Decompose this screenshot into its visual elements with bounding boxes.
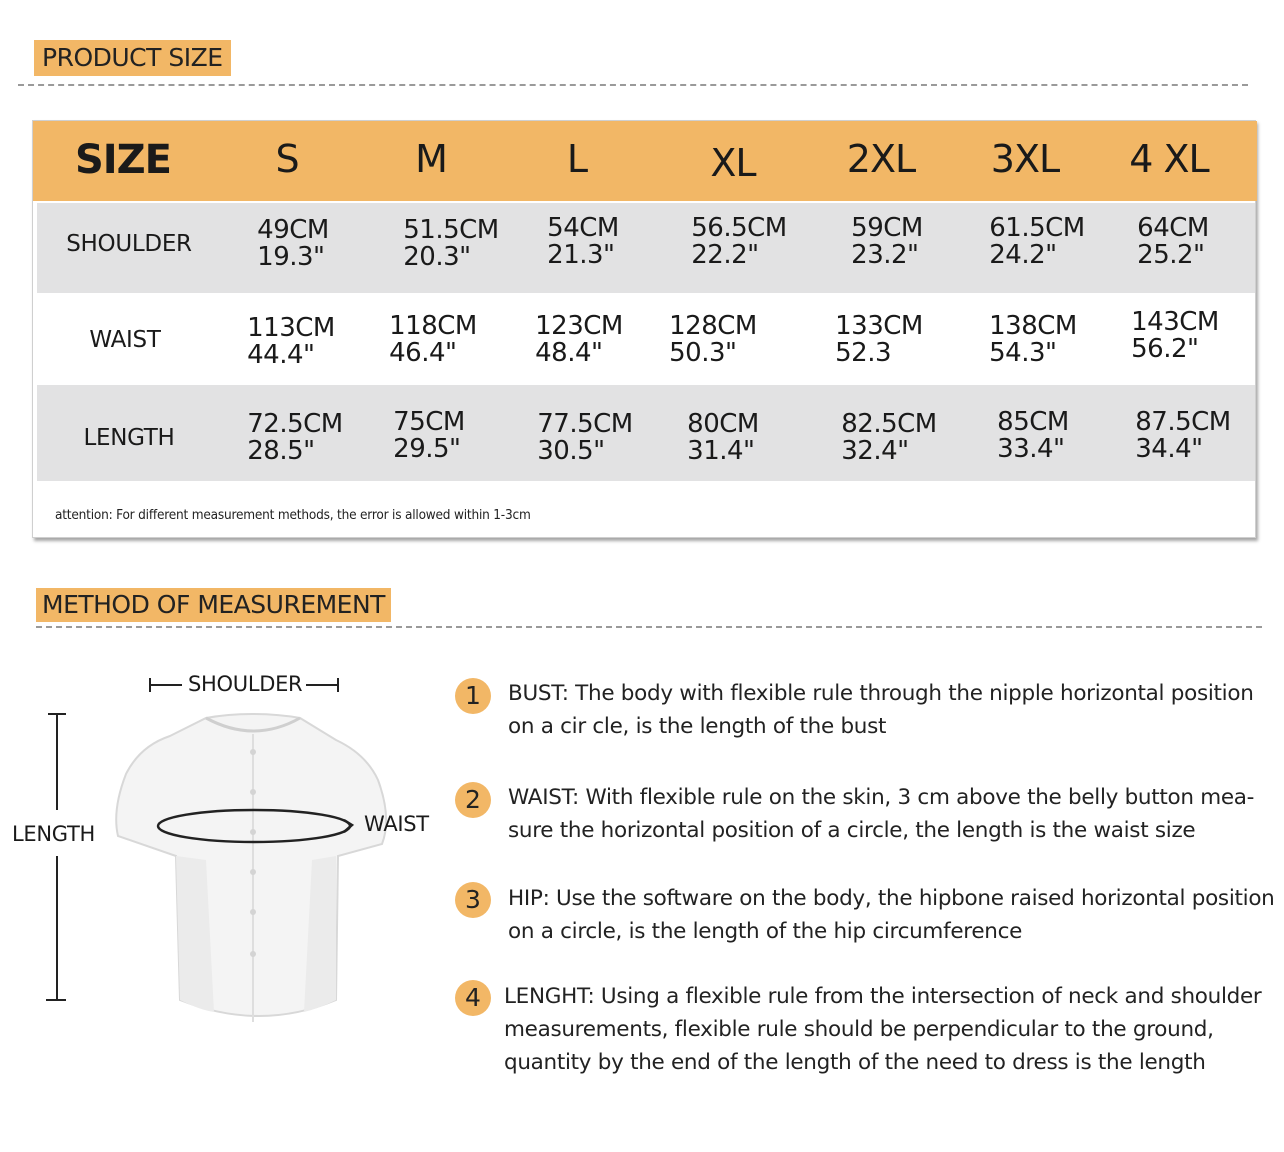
table-cell: 143CM 56.2" <box>1131 307 1219 364</box>
table-cell: 113CM 44.4" <box>247 313 335 370</box>
jersey-figure <box>0 660 440 1040</box>
header-size-3xl: 3XL <box>990 137 1060 181</box>
header-size-label: SIZE <box>74 137 172 183</box>
table-cell: 61.5CM 24.2" <box>989 213 1085 270</box>
figure-length-label: LENGTH <box>12 822 96 846</box>
step-1-text: BUST: The body with flexible rule through the nipple horizontal position on a cir cle, is the length of the bust <box>508 681 1254 739</box>
step-4-text: LENGHT: Using a flexible rule from the intersection of neck and shoulder measurements, flexible rule should be perpendicular to the ground, quantity by the end of the length of the need to dress is the length <box>504 984 1262 1075</box>
table-cell: 138CM 54.3" <box>989 311 1077 368</box>
header-size-s: S <box>275 137 299 181</box>
table-row-length <box>37 385 1255 481</box>
table-row-waist <box>37 293 1255 385</box>
table-cell: 56.5CM 22.2" <box>691 213 787 270</box>
header-size-l: L <box>566 137 588 181</box>
header-size-xl: XL <box>710 141 756 185</box>
table-cell: 85CM 33.4" <box>997 407 1069 464</box>
header-size-2xl: 2XL <box>846 137 916 181</box>
step-2-text: WAIST: With flexible rule on the skin, 3 cm above the belly button mea- sure the horizontal position of a circle, the length is the waist size <box>508 785 1255 843</box>
table-cell: 87.5CM 34.4" <box>1135 407 1231 464</box>
step-1-number: 1 <box>455 678 491 714</box>
table-cell: 64CM 25.2" <box>1137 213 1209 270</box>
method-title: METHOD OF MEASUREMENT <box>36 588 391 622</box>
step-2-number: 2 <box>455 782 491 818</box>
table-row-shoulder <box>37 203 1255 293</box>
size-table <box>32 120 1256 538</box>
table-cell: 59CM 23.2" <box>851 213 923 270</box>
table-cell: 123CM 48.4" <box>535 311 623 368</box>
table-cell: 51.5CM 20.3" <box>403 215 499 272</box>
step-3-text: HIP: Use the software on the body, the hipbone raised horizontal position on a circle, is the length of the hip circumference <box>508 886 1275 944</box>
table-cell: 82.5CM 32.4" <box>841 409 937 466</box>
size-table-header <box>33 121 1257 201</box>
attention-note: attention: For different measurement methods, the error is allowed within 1-3cm <box>55 507 531 523</box>
header-size-4xl: 4 XL <box>1129 137 1209 181</box>
figure-shoulder-label: SHOULDER <box>188 672 303 696</box>
table-cell: 49CM 19.3" <box>257 215 329 272</box>
row-label-length: LENGTH <box>83 425 175 451</box>
table-cell: 54CM 21.3" <box>547 213 619 270</box>
table-cell: 77.5CM 30.5" <box>537 409 633 466</box>
step-3-number: 3 <box>455 882 491 918</box>
table-cell: 80CM 31.4" <box>687 409 759 466</box>
table-cell: 72.5CM 28.5" <box>247 409 343 466</box>
header-size-m: M <box>415 137 447 181</box>
method-divider <box>36 626 1262 628</box>
table-cell: 128CM 50.3" <box>669 311 757 368</box>
table-cell: 75CM 29.5" <box>393 407 465 464</box>
table-cell: 133CM 52.3 <box>835 311 923 368</box>
product-size-title: PRODUCT SIZE <box>34 40 231 76</box>
product-size-divider <box>18 84 1248 86</box>
row-label-waist: WAIST <box>89 327 161 353</box>
jersey-illustration <box>0 660 440 1040</box>
table-cell: 118CM 46.4" <box>389 311 477 368</box>
step-4-number: 4 <box>455 980 491 1016</box>
figure-waist-label: WAIST <box>364 812 429 836</box>
row-label-shoulder: SHOULDER <box>66 231 192 257</box>
